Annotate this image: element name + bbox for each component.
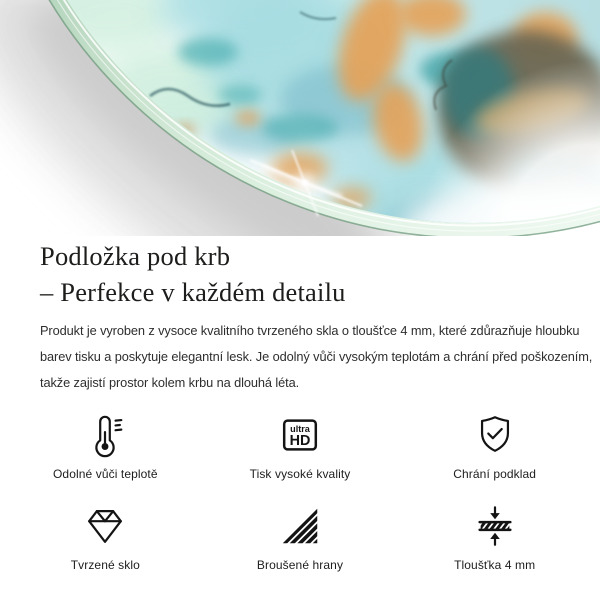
diamond-icon bbox=[82, 503, 128, 549]
shield-check-icon bbox=[472, 412, 518, 458]
thermometer-icon bbox=[82, 412, 128, 458]
feature-label: Tloušťka 4 mm bbox=[454, 558, 536, 572]
feature-heat-resistant bbox=[53, 412, 158, 481]
feature-grid bbox=[8, 412, 592, 572]
product-description bbox=[40, 318, 593, 396]
description-line: Produkt je vyroben z vysoce kvalitního tvrzeného skla o tloušťce 4 mm, které zdůrazňuje hloubku bbox=[40, 323, 580, 338]
feature-label: Chrání podklad bbox=[453, 467, 537, 481]
feature-thickness bbox=[454, 503, 535, 572]
page-title-line1: Podložka pod krb bbox=[40, 241, 231, 271]
page-title bbox=[40, 238, 560, 310]
description-line: takže zajistí prostor kolem krbu na dlouhá léta. bbox=[40, 375, 300, 390]
svg-text:HD: HD bbox=[289, 433, 311, 450]
hero-image bbox=[0, 0, 600, 236]
description-line: barev tisku a poskytuje elegantní lesk. Je odolný vůči vysokým teplotám a chrání před poškozením, bbox=[40, 349, 593, 364]
ultra-hd-icon bbox=[277, 412, 323, 458]
feature-tempered-glass bbox=[71, 503, 140, 572]
beveled-edge-icon bbox=[277, 503, 323, 549]
feature-protects-floor bbox=[453, 412, 536, 481]
page-title-line2: – Perfekce v každém detailu bbox=[40, 277, 346, 307]
glass-hearth-pad-photo bbox=[0, 0, 600, 236]
svg-text:ultra: ultra bbox=[290, 424, 310, 435]
feature-label: Odolné vůči teplotě bbox=[53, 467, 158, 481]
feature-label: Broušené hrany bbox=[256, 558, 344, 572]
thickness-icon bbox=[472, 503, 518, 549]
feature-print-quality bbox=[250, 412, 351, 481]
feature-label: Tisk vysoké kvality bbox=[249, 467, 351, 481]
feature-label: Tvrzené sklo bbox=[70, 558, 140, 572]
feature-ground-edges bbox=[257, 503, 343, 572]
